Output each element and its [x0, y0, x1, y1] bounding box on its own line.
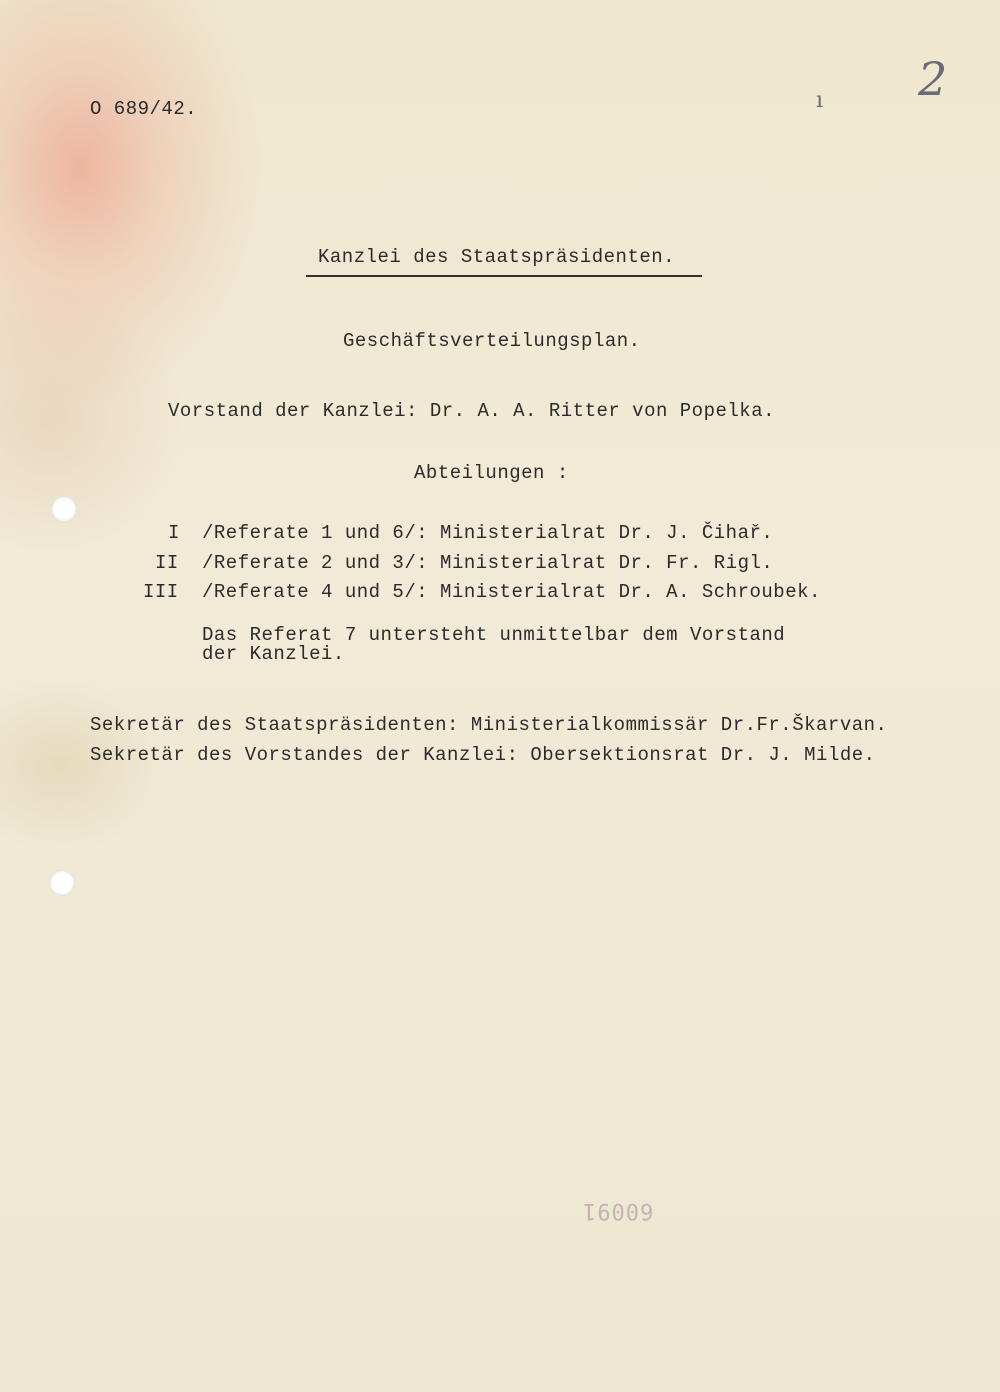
pencil-tick-mark: ı — [816, 88, 824, 113]
document-subtitle: Geschäftsverteilungsplan. — [343, 330, 641, 352]
note-line: der Kanzlei. — [202, 643, 345, 665]
department-numeral: III — [143, 581, 179, 603]
secretary-line: Sekretär des Vorstandes der Kanzlei: Obersektionsrat Dr. J. Milde. — [90, 744, 876, 766]
departments-heading: Abteilungen : — [414, 462, 569, 484]
secretary-line: Sekretär des Staatspräsidenten: Ministerialkommissär Dr.Fr.Škarvan. — [90, 714, 888, 736]
page-number-handwritten: 2 — [918, 52, 948, 106]
note-line: Das Referat 7 untersteht unmittelbar dem Vorstand — [202, 624, 786, 646]
department-text: /Referate 1 und 6/: Ministerialrat Dr. J. Čihař. — [202, 522, 774, 544]
punch-hole-bottom — [49, 870, 75, 896]
department-numeral: I — [168, 522, 180, 544]
title-underline — [306, 275, 702, 277]
archive-stamp-number: 60091 — [582, 1198, 654, 1223]
department-text: /Referate 4 und 5/: Ministerialrat Dr. A. Schroubek. — [202, 581, 821, 603]
department-text: /Referate 2 und 3/: Ministerialrat Dr. Fr. Rigl. — [202, 552, 774, 574]
head-of-office-line: Vorstand der Kanzlei: Dr. A. A. Ritter von Popelka. — [168, 400, 775, 422]
reference-number: O 689/42. — [90, 98, 198, 120]
document-title: Kanzlei des Staatspräsidenten. — [318, 246, 676, 268]
punch-hole-top — [51, 496, 77, 522]
department-numeral: II — [155, 552, 179, 574]
